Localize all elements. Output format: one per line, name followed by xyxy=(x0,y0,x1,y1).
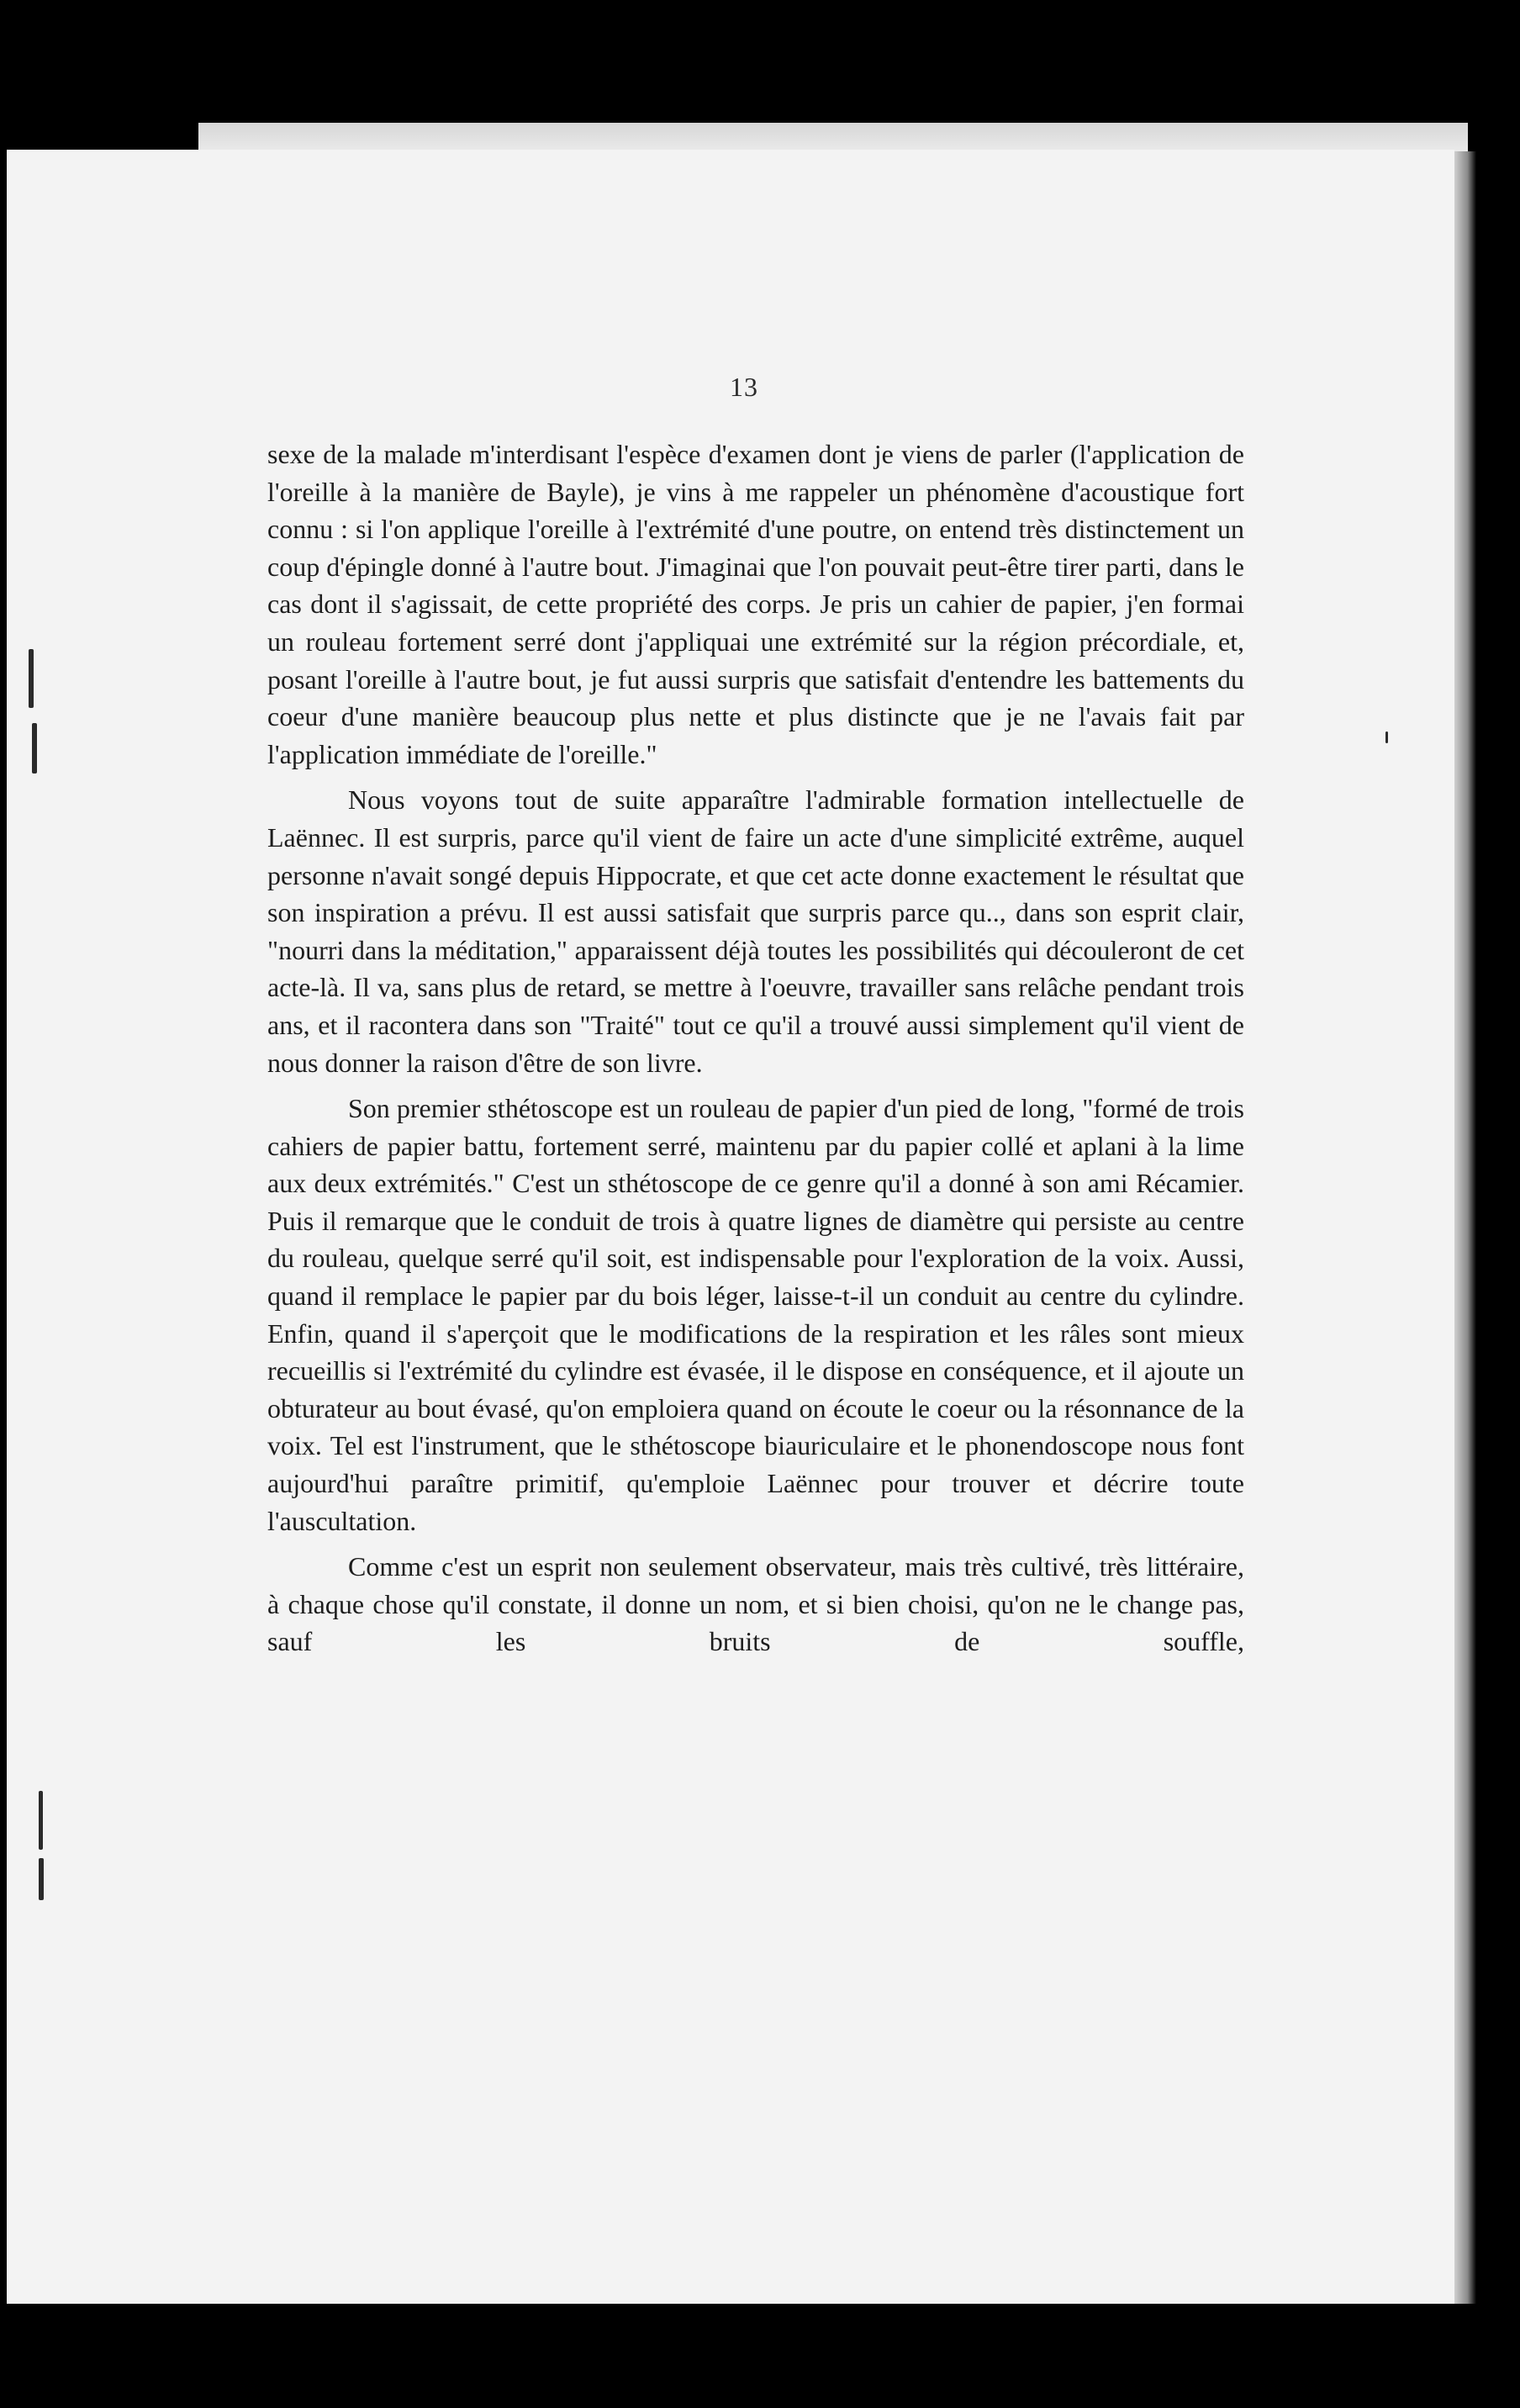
margin-mark xyxy=(29,649,34,708)
paragraph: Comme c'est un esprit non seulement observateur, mais très cultivé, très littéraire, à chaque chose qu'il constate, il donne un nom, et si bien choisi, qu'on ne le change pas, sauf les bruits de souffle, xyxy=(267,1551,1244,1657)
page-number: 13 xyxy=(730,372,758,402)
show-through-bleed xyxy=(723,2001,1026,2119)
margin-mark xyxy=(39,1858,44,1900)
paragraph: Nous voyons tout de suite apparaître l'admirable formation intellectuelle de Laënnec. Il est surpris, parce qu'il vient de faire un acte d'une simplicité extrême, auquel personne n'avait songé depuis Hippocrate, et que cet acte donne exactement le résultat que son inspiration a prévu. Il est aussi satisfait que surpris parce qu.., dans son esprit clair, "nourri dans la méditation," apparaissent déjà toutes les possibilités qui découleront de cet acte-là. Il va, sans plus de retard, se mettre à l'oeuvre, travailler sans relâche pendant trois ans, et il racontera dans son "Traité" tout ce qu'il a trouvé aussi simplement qu'il vient de nous donner la raison d'être de son livre. xyxy=(267,784,1244,1078)
paragraph: sexe de la malade m'interdisant l'espèce d'examen dont je viens de parler (l'application de l'oreille à la manière de Bayle), je vins à me rappeler un phénomène d'acoustique fort connu : si l'on applique l'oreille à l'extrémité d'une poutre, on entend très distinctement un coup d'épingle donné à l'autre bout. J'imaginai que l'on pouvait peut-être tirer parti, dans le cas dont il s'agissait, de cette propriété des corps. Je pris un cahier de papier, j'en formai un rouleau fortement serré dont j'appliquai une extrémité sur la région précordiale, et, posant l'oreille à l'autre bout, je fut aussi surpris que satisfait d'entendre les battements du coeur d'une manière beaucoup plus nette et plus distincte que je ne l'avais fait par l'application immédiate de l'oreille." xyxy=(267,439,1244,769)
paragraph: Son premier sthétoscope est un rouleau de papier d'un pied de long, "formé de trois cahiers de papier battu, fortement serré, maintenu par du papier collé et aplani à la lime aux deux extrémités." C'est un sthétoscope de ce genre qu'il a donné à son ami Récamier. Puis il remarque que le conduit de trois à quatre lignes de diamètre qui persiste au centre du rouleau, quelque serré qu'il soit, est indispensable pour l'exploration de la voix. Aussi, quand il remplace le papier par du bois léger, laisse-t-il un conduit au centre du cylindre. Enfin, quand il s'aperçoit que le modifications de la respiration et les râles sont mieux recueillis si l'extrémité du cylindre est évasée, il le dispose en conséquence, et il ajoute un obturateur au bout évasé, qu'on emploiera quand on écoute le coeur ou la résonnance de la voix. Tel est l'instrument, que le sthétoscope biauriculaire et le phonendoscope nous font aujourd'hui paraître primitif, qu'emploie Laënnec pour trouver et décrire toute l'auscultation. xyxy=(267,1093,1244,1536)
margin-mark xyxy=(32,723,37,774)
margin-mark xyxy=(1385,731,1388,743)
margin-mark xyxy=(39,1791,43,1850)
page-edge-shadow xyxy=(1454,151,1476,2304)
body-text xyxy=(267,436,1244,1669)
